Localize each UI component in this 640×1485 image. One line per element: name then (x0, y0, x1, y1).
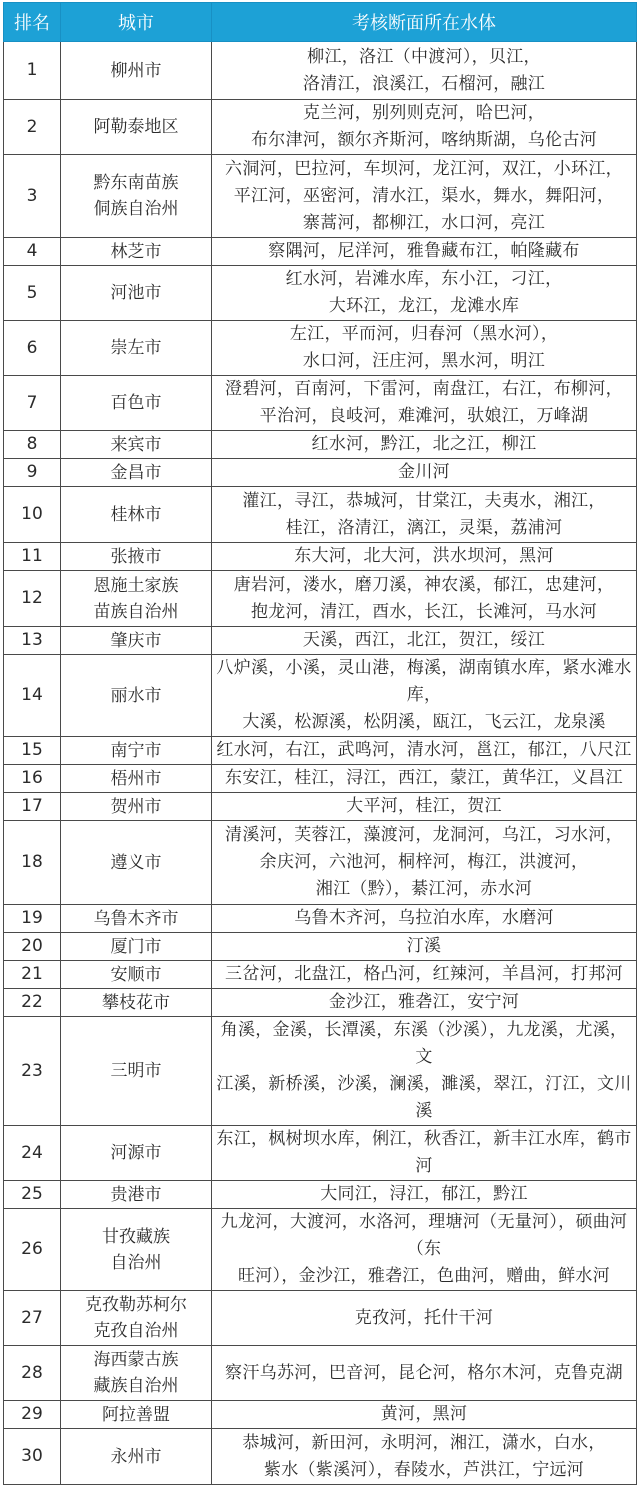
table-header-row (4, 3, 637, 42)
rank-cell: 8 (4, 431, 61, 459)
header-water-body: 考核断面所在水体 (212, 3, 637, 42)
rank-cell: 20 (4, 933, 61, 961)
water-body-cell: 汀溪 (212, 933, 637, 961)
rank-cell: 27 (4, 1291, 61, 1346)
water-body-cell: 左江，平而河，归春河（黑水河）， 水口河，汪庄河，黑水河，明江 (212, 321, 637, 376)
water-body-cell: 角溪，金溪，长潭溪，东溪（沙溪），九龙溪，尤溪，文 江溪，新桥溪，沙溪，澜溪，濉溪，翠江，汀江，文川溪 (212, 1017, 637, 1126)
water-body-cell: 察隅河，尼洋河，雅鲁藏布江，帕隆藏布 (212, 238, 637, 266)
city-cell: 桂林市 (61, 487, 212, 543)
table-row (4, 1126, 637, 1181)
city-cell: 安顺市 (61, 961, 212, 989)
table-row (4, 1401, 637, 1429)
city-cell: 阿拉善盟 (61, 1401, 212, 1429)
city-cell: 甘孜藏族 自治州 (61, 1209, 212, 1291)
rank-cell: 18 (4, 821, 61, 905)
table-row (4, 765, 637, 793)
table-row (4, 459, 637, 487)
rank-cell: 16 (4, 765, 61, 793)
table-row (4, 1181, 637, 1209)
table-row (4, 961, 637, 989)
water-body-cell: 大同江，浔江，郁江，黔江 (212, 1181, 637, 1209)
table-row (4, 487, 637, 543)
city-cell: 永州市 (61, 1429, 212, 1485)
rank-cell: 23 (4, 1017, 61, 1126)
city-cell: 柳州市 (61, 42, 212, 100)
rank-cell: 11 (4, 543, 61, 571)
table-row (4, 627, 637, 655)
rank-cell: 29 (4, 1401, 61, 1429)
rank-cell: 21 (4, 961, 61, 989)
water-body-cell: 清溪河，芙蓉江，藻渡河，龙洞河，乌江，习水河， 余庆河，六池河，桐梓河，梅江，洪渡河， 湘江（黔），綦江河，赤水河 (212, 821, 637, 905)
water-body-cell: 灌江，寻江，恭城河，甘棠江，夫夷水，湘江， 桂江，洛清江，漓江，灵渠，荔浦河 (212, 487, 637, 543)
water-body-cell: 八炉溪，小溪，灵山港，梅溪，湖南镇水库，紧水滩水库， 大溪，松源溪，松阴溪，瓯江，飞云江，龙泉溪 (212, 655, 637, 737)
water-body-cell: 克孜河，托什干河 (212, 1291, 637, 1346)
table-row (4, 42, 637, 100)
water-body-cell: 三岔河，北盘江，格凸河，红辣河，羊昌河，打邦河 (212, 961, 637, 989)
ranking-table-container (3, 2, 636, 1480)
header-city: 城市 (61, 3, 212, 42)
water-body-cell: 黄河，黑河 (212, 1401, 637, 1429)
rank-cell: 15 (4, 737, 61, 765)
city-cell: 克孜勒苏柯尔 克孜自治州 (61, 1291, 212, 1346)
city-cell: 梧州市 (61, 765, 212, 793)
city-cell: 崇左市 (61, 321, 212, 376)
city-cell: 乌鲁木齐市 (61, 905, 212, 933)
table-row (4, 1429, 637, 1485)
water-body-cell: 东大河，北大河，洪水坝河，黑河 (212, 543, 637, 571)
rank-cell: 30 (4, 1429, 61, 1485)
table-row (4, 543, 637, 571)
water-body-cell: 红水河，右江，武鸣河，清水河，邕江，郁江，八尺江 (212, 737, 637, 765)
table-row (4, 1291, 637, 1346)
water-body-cell: 九龙河，大渡河，水洛河，理塘河（无量河），硕曲河（东 旺河），金沙江，雅砻江，色曲河，赠曲，鲜水河 (212, 1209, 637, 1291)
water-body-cell: 澄碧河，百南河，下雷河，南盘江，右江，布柳河， 平治河，良岐河，难滩河，驮娘江，万峰湖 (212, 376, 637, 431)
city-cell: 三明市 (61, 1017, 212, 1126)
table-row (4, 821, 637, 905)
table-row (4, 155, 637, 238)
table-row (4, 431, 637, 459)
city-cell: 金昌市 (61, 459, 212, 487)
rank-cell: 26 (4, 1209, 61, 1291)
rank-cell: 5 (4, 266, 61, 321)
rank-cell: 12 (4, 571, 61, 627)
water-body-cell: 克兰河，别列则克河，哈巴河， 布尔津河，额尔齐斯河，喀纳斯湖，乌伦古河 (212, 100, 637, 155)
rank-cell: 17 (4, 793, 61, 821)
rank-cell: 7 (4, 376, 61, 431)
water-body-cell: 柳江，洛江（中渡河），贝江， 洛清江，浪溪江，石榴河，融江 (212, 42, 637, 100)
table-row (4, 238, 637, 266)
rank-cell: 24 (4, 1126, 61, 1181)
city-cell: 贵港市 (61, 1181, 212, 1209)
rank-cell: 6 (4, 321, 61, 376)
city-cell: 河源市 (61, 1126, 212, 1181)
water-body-cell: 红水河，岩滩水库，东小江，刁江， 大环江，龙江，龙滩水库 (212, 266, 637, 321)
city-cell: 海西蒙古族 藏族自治州 (61, 1346, 212, 1401)
rank-cell: 4 (4, 238, 61, 266)
rank-cell: 25 (4, 1181, 61, 1209)
table-row (4, 1346, 637, 1401)
rank-cell: 2 (4, 100, 61, 155)
city-cell: 厦门市 (61, 933, 212, 961)
water-body-cell: 天溪，西江，北江，贺江，绥江 (212, 627, 637, 655)
city-cell: 丽水市 (61, 655, 212, 737)
water-body-cell: 察汗乌苏河，巴音河，昆仑河，格尔木河，克鲁克湖 (212, 1346, 637, 1401)
water-body-cell: 六洞河，巴拉河，车坝河，龙江河，双江，小环江， 平江河，巫密河，清水江，渠水，舞水，舞阳河， 寨蒿河，都柳江，水口河，亮江 (212, 155, 637, 238)
table-row (4, 737, 637, 765)
city-cell: 恩施土家族 苗族自治州 (61, 571, 212, 627)
table-row (4, 571, 637, 627)
rank-cell: 10 (4, 487, 61, 543)
city-cell: 贺州市 (61, 793, 212, 821)
water-body-cell: 大平河，桂江，贺江 (212, 793, 637, 821)
header-rank: 排名 (4, 3, 61, 42)
city-cell: 黔东南苗族 侗族自治州 (61, 155, 212, 238)
water-body-cell: 东江，枫树坝水库，俐江，秋香江，新丰江水库，鹤市河 (212, 1126, 637, 1181)
rank-cell: 3 (4, 155, 61, 238)
table-row (4, 266, 637, 321)
water-body-cell: 金沙江，雅砻江，安宁河 (212, 989, 637, 1017)
table-row (4, 100, 637, 155)
rank-cell: 9 (4, 459, 61, 487)
water-quality-ranking-table (3, 2, 637, 1485)
water-body-cell: 恭城河，新田河，永明河，湘江，潇水，白水， 紫水（紫溪河），春陵水，芦洪江，宁远河 (212, 1429, 637, 1485)
rank-cell: 1 (4, 42, 61, 100)
water-body-cell: 乌鲁木齐河，乌拉泊水库，水磨河 (212, 905, 637, 933)
table-row (4, 376, 637, 431)
table-row (4, 655, 637, 737)
table-row (4, 1017, 637, 1126)
rank-cell: 19 (4, 905, 61, 933)
table-row (4, 1209, 637, 1291)
city-cell: 百色市 (61, 376, 212, 431)
table-row (4, 905, 637, 933)
rank-cell: 13 (4, 627, 61, 655)
water-body-cell: 唐岩河，溇水，磨刀溪，神农溪，郁江，忠建河， 抱龙河，清江，酉水，长江，长滩河，马水河 (212, 571, 637, 627)
city-cell: 肇庆市 (61, 627, 212, 655)
rank-cell: 22 (4, 989, 61, 1017)
table-row (4, 793, 637, 821)
water-body-cell: 金川河 (212, 459, 637, 487)
water-body-cell: 东安江，桂江，浔江，西江，蒙江，黄华江，义昌江 (212, 765, 637, 793)
table-row (4, 933, 637, 961)
table-row (4, 321, 637, 376)
city-cell: 林芝市 (61, 238, 212, 266)
city-cell: 遵义市 (61, 821, 212, 905)
water-body-cell: 红水河，黔江，北之江，柳江 (212, 431, 637, 459)
rank-cell: 14 (4, 655, 61, 737)
table-row (4, 989, 637, 1017)
city-cell: 河池市 (61, 266, 212, 321)
city-cell: 张掖市 (61, 543, 212, 571)
city-cell: 攀枝花市 (61, 989, 212, 1017)
rank-cell: 28 (4, 1346, 61, 1401)
city-cell: 阿勒泰地区 (61, 100, 212, 155)
city-cell: 南宁市 (61, 737, 212, 765)
city-cell: 来宾市 (61, 431, 212, 459)
